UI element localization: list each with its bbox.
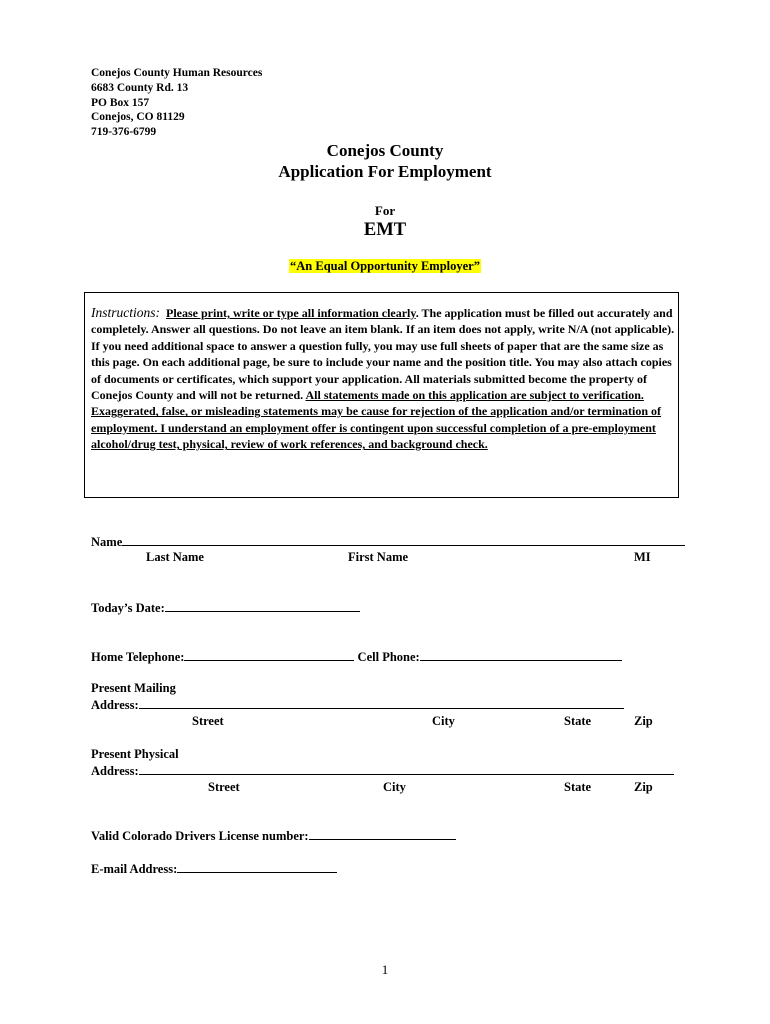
physical-label-1: Present Physical — [91, 747, 179, 761]
email-input-line[interactable] — [177, 861, 337, 873]
physical-sub-street: Street — [208, 780, 240, 794]
slogan-text: “An Equal Opportunity Employer” — [290, 259, 480, 273]
title-for: For — [374, 203, 396, 218]
phone-row — [91, 649, 622, 665]
license-label: Valid Colorado Drivers License number: — [91, 829, 309, 843]
home-phone-input-line[interactable] — [184, 649, 354, 661]
mailing-sub-street: Street — [192, 714, 224, 728]
email-row — [91, 861, 337, 877]
title-position: EMT — [363, 220, 407, 240]
title-county: Conejos County — [326, 141, 444, 160]
title-application: Application For Employment — [278, 162, 492, 181]
name-sub-first: First Name — [348, 550, 409, 564]
name-sub-mi: MI — [634, 550, 651, 564]
todays-date-input-line[interactable] — [165, 600, 360, 612]
cell-phone-input-line[interactable] — [420, 649, 622, 661]
mailing-sub-city: City — [432, 714, 455, 728]
home-phone-label: Home Telephone: — [91, 650, 185, 664]
physical-row — [91, 763, 674, 779]
instructions-part2: . The application must be filled out accurately and completely. Answer all questions. Do not leave an item blank. If an item does not apply, write N/A (not applicable). If you need additional space to answer a question fully, you may use full sheets of paper that are the same size as this page. On each additional page, be sure to include your name and the position title. You may also attach copies of documents or certificates, which support your application. All materials submitted become the property of Conejos County and will not be returned. — [91, 306, 675, 403]
name-input-line[interactable] — [122, 534, 685, 546]
mailing-label-1: Present Mailing — [91, 681, 176, 695]
instructions-label: Instructions: — [91, 305, 160, 320]
license-row — [91, 828, 456, 844]
mailing-row — [91, 697, 624, 713]
physical-sub-city: City — [383, 780, 406, 794]
page-number: 1 — [381, 962, 389, 977]
name-row — [91, 534, 685, 550]
mailing-sub-state: State — [564, 714, 592, 728]
license-input-line[interactable] — [309, 828, 456, 840]
name-label: Name — [91, 535, 123, 549]
todays-date-row — [91, 600, 360, 616]
mailing-sub-zip: Zip — [634, 714, 653, 728]
instructions-part3: All statements made on this application are subject to verification. Exaggerated, false, or misleading statements may be cause for rejection of the application and/or termination of employment. I understand an employment offer is contingent upon successful completion of a pre-employment alcohol/drug test, physical, review of work references, and background check. — [91, 388, 662, 452]
address-line-org: Conejos County Human Resources — [91, 67, 263, 79]
instructions-text — [91, 305, 676, 453]
address-line-pobox: PO Box 157 — [91, 96, 150, 109]
address-line-phone: 719-376-6799 — [91, 125, 157, 138]
address-line-street: 6683 County Rd. 13 — [91, 82, 189, 94]
cell-phone-label: Cell Phone: — [357, 650, 420, 664]
physical-sub-zip: Zip — [634, 780, 653, 794]
physical-sub-state: State — [564, 780, 592, 794]
slogan — [0, 259, 770, 274]
name-sub-last: Last Name — [146, 550, 204, 564]
email-label: E-mail Address: — [91, 862, 178, 876]
mailing-address-label: Address: — [91, 698, 139, 712]
physical-address-input-line[interactable] — [139, 763, 674, 775]
instructions-part1: Please print, write or type all information clearly — [166, 306, 416, 320]
mailing-address-input-line[interactable] — [139, 697, 624, 709]
physical-address-label: Address: — [91, 764, 139, 778]
todays-date-label: Today’s Date: — [91, 601, 165, 615]
address-line-city: Conejos, CO 81129 — [91, 111, 185, 123]
